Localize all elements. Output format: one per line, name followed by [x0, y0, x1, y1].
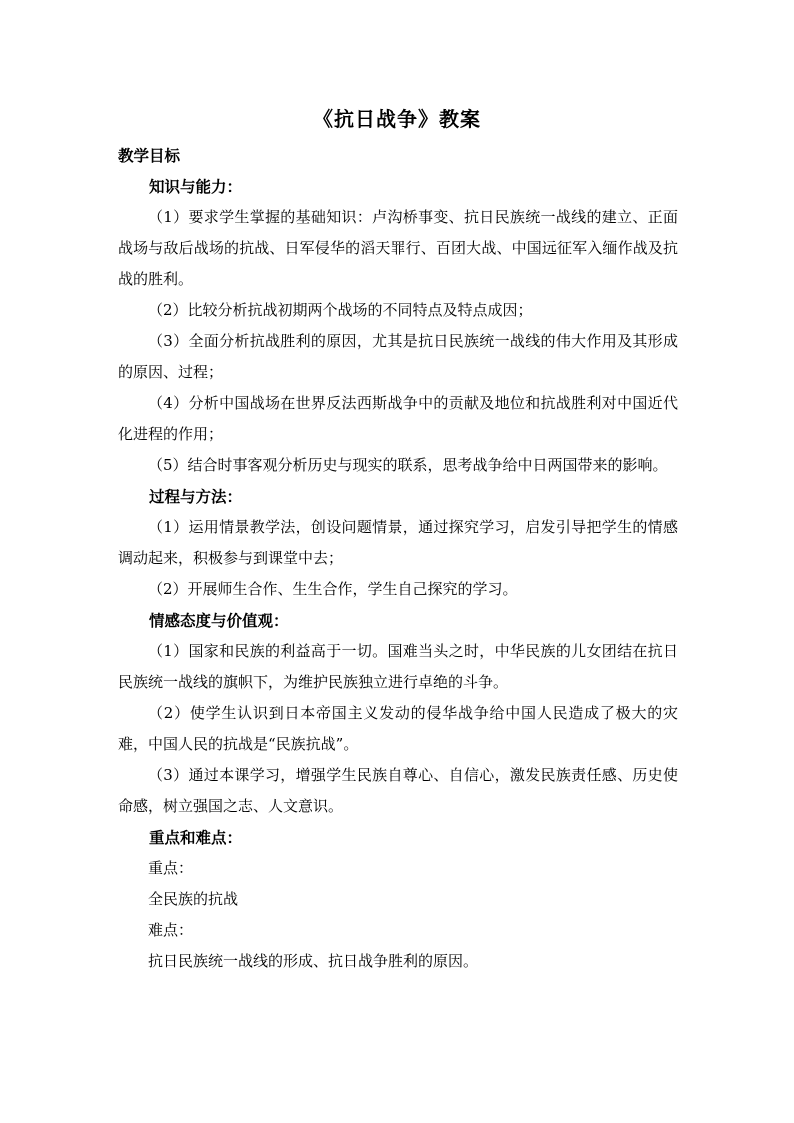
- difficult-point-label: 难点：: [148, 921, 194, 939]
- values-item-2: （2）使学生认识到日本帝国主义发动的侵华战争给中国人民造成了极大的灾难，中国人民的抗战是“民族抗战”。: [118, 704, 678, 753]
- document-body: [118, 140, 678, 977]
- subheading-knowledge: 知识与能力：: [149, 177, 243, 196]
- knowledge-item-3: （3）全面分析抗战胜利的原因，尤其是抗日民族统一战线的伟大作用及其形成的原因、过程；: [118, 332, 678, 381]
- document-title: 《抗日战争》教案: [313, 107, 481, 131]
- key-point-text: 全民族的抗战: [148, 890, 239, 908]
- subheading-key-points: 重点和难点：: [149, 828, 243, 847]
- knowledge-item-4: （4）分析中国战场在世界反法西斯战争中的贡献及地位和抗战胜利对中国近代化进程的作用；: [118, 394, 678, 443]
- key-point-label: 重点：: [148, 859, 194, 877]
- section-heading-teaching-goals: 教学目标: [118, 146, 181, 165]
- values-item-3: （3）通过本课学习，增强学生民族自尊心、自信心，激发民族责任感、历史使命感，树立强国之志、人文意识。: [118, 766, 678, 815]
- subheading-process: 过程与方法：: [149, 487, 243, 506]
- process-item-1: （1）运用情景教学法，创设问题情景，通过探究学习，启发引导把学生的情感调动起来，积极参与到课堂中去；: [118, 518, 678, 567]
- process-item-2: （2）开展师生合作、生生合作，学生自己探究的学习。: [148, 580, 518, 598]
- knowledge-item-5: （5）结合时事客观分析历史与现实的联系，思考战争给中日两国带来的影响。: [148, 456, 668, 474]
- difficult-point-text: 抗日民族统一战线的形成、抗日战争胜利的原因。: [148, 952, 479, 970]
- values-item-1: （1）国家和民族的利益高于一切。国难当头之时，中华民族的儿女团结在抗日民族统一战线的旗帜下，为维护民族独立进行卓绝的斗争。: [118, 642, 678, 691]
- subheading-values: 情感态度与价值观：: [149, 611, 289, 630]
- knowledge-item-1: （1）要求学生掌握的基础知识：卢沟桥事变、抗日民族统一战线的建立、正面战场与敌后战场的抗战、日军侵华的滔天罪行、百团大战、中国远征军入缅作战及抗战的胜利。: [118, 208, 678, 288]
- knowledge-item-2: （2）比较分析抗战初期两个战场的不同特点及特点成因；: [148, 301, 533, 319]
